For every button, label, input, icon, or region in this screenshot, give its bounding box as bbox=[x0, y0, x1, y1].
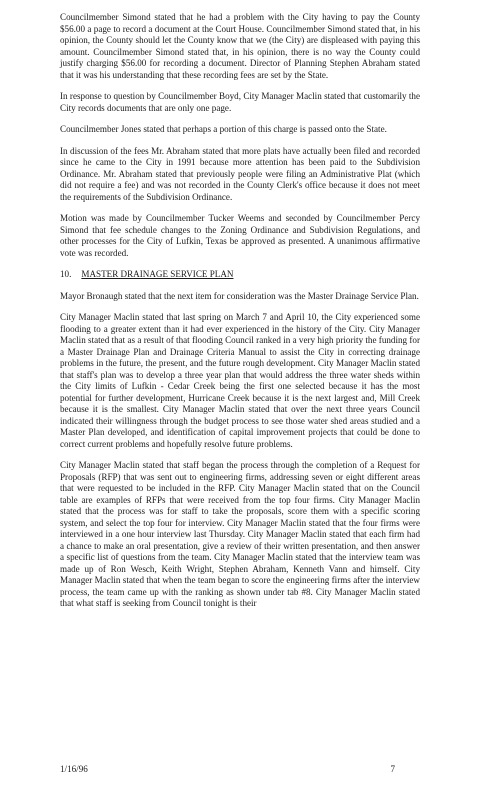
section-title: MASTER DRAINAGE SERVICE PLAN bbox=[81, 269, 234, 279]
footer-page-number: 7 bbox=[390, 764, 395, 774]
page-footer bbox=[60, 764, 395, 774]
paragraph-plats-discussion: In discussion of the fees Mr. Abraham stated that more plats have actually been filed and recorded since he came to the City in 1991 because more attention has been paid to the Subdivision Ordinance. Mr. Abraham stated that previously people were filing an Administrative Plat (which did not require a fee) and was not recorded in the County Clerk's office because it does not meet the requirements of the Subdivision Ordinance. bbox=[60, 145, 420, 202]
paragraph-item-intro: Mayor Bronaugh stated that the next item for consideration was the Master Drainage Service Plan. bbox=[60, 290, 419, 301]
paragraph-flooding-history: City Manager Maclin stated that last spring on March 7 and April 10, the City experienced some flooding to a greater extent than it had ever experienced in the history of the City. City Manager Maclin stated that as a result of that flooding Council ranked in a very high priority the funding for a Master Drainage Plan and Drainage Criteria Manual to assist the City in correcting drainage problems in the future, the present, and the future rough development. City Manager Maclin stated that staff's plan was to develop a three year plan that would address the three water sheds within the City limits of Lufkin - Cedar Creek being the first one selected because it has the most potential for further development, Hurricane Creek because it is the next largest and, Mill Creek because it is the smallest. City Manager Maclin stated that over the next three years Council indicated their willingness through the budget process to see those water shed areas studied and a Master Plan developed, and identification of capital improvement projects that could be done to correct current problems and hopefully resolve future problems. bbox=[60, 312, 420, 449]
paragraph-motion: Motion was made by Councilmember Tucker Weems and seconded by Councilmember Percy Simond that fee schedule changes to the Zoning Ordinance and Subdivision Regulations, and other processes for the City of Lufkin, Texas be approved as presented. A unanimous affirmative vote was recorded. bbox=[60, 213, 420, 258]
paragraph-fee-recording: Councilmember Simond stated that he had a problem with the City having to pay the County $56.00 a page to record a document at the Court House. Councilmember Simond stated that, in his opinion, the County should let the County know that we (the City) are displeased with paying this amount. Councilmember Simond stated that, in his opinion, there is no way the County could justify charging $56.00 for recording a document. Director of Planning Stephen Abraham stated that it was his understanding that these recording fees are set by the State. bbox=[60, 12, 420, 80]
footer-date: 1/16/96 bbox=[60, 764, 88, 774]
section-heading bbox=[60, 269, 420, 281]
paragraph-state-portion: Councilmember Jones stated that perhaps a portion of this charge is passed onto the State. bbox=[60, 124, 387, 134]
section-number: 10. bbox=[60, 269, 72, 279]
paragraph-rfp-process: City Manager Maclin stated that staff began the process through the completion of a Request for Proposals (RFP) that was sent out to engineering firms, addressing seven or eight different areas that were requested to be included in the RFP. City Manager Maclin stated that on the Council table are examples of RFPs that were received from the top four firms. City Manager Maclin stated that the process was for staff to take the proposals, score them with a specific scoring system, and select the top four for interview. City Manager Maclin stated that the four firms were interviewed in a one hour interview last Thursday. City Manager Maclin stated that each firm had a chance to make an oral presentation, give a review of their written presentation, and then answer a specific list of questions from the team. City Manager Maclin stated that the interview team was made up of Ron Wesch, Keith Wright, Stephen Abraham, Kenneth Vann and himself. City Manager Maclin stated that when the team began to score the engineering firms after the interview process, the team came up with the ranking as shown under tab #8. City Manager Maclin stated that what staff is seeking from Council tonight is their bbox=[60, 460, 420, 608]
paragraph-one-page-documents: In response to question by Councilmember Boyd, City Manager Maclin stated that customarily the City records documents that are only one page. bbox=[60, 91, 420, 113]
